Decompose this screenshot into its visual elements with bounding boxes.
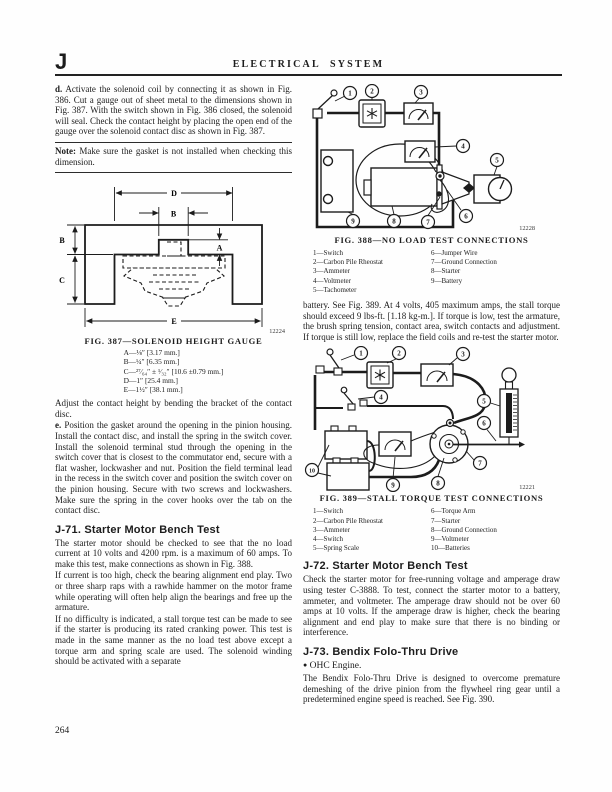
legend-item: 2—Carbon Pile Rheostat	[313, 516, 383, 525]
callout-8: 8	[392, 217, 396, 226]
j71-paragraph-3: If no difficulty is indicated, a stall torque test can be made to see if the starter is producing its rated cranking power. This test is made in the same manner as the no load test above except a torque arm and spring scale are used. The solenoid winding should be activated with a separate	[55, 613, 292, 667]
section-j72-heading: J-72. Starter Motor Bench Test	[303, 560, 468, 573]
dim-label-D: D	[171, 189, 177, 199]
figure-389-image-id: 12221	[519, 484, 535, 492]
figure-388	[303, 84, 560, 295]
callout-6: 6	[464, 212, 468, 221]
ohc-engine-label: OHC Engine.	[309, 660, 362, 671]
legend-item: 9—Battery	[431, 276, 463, 285]
callout-3: 3	[461, 350, 465, 359]
solenoid-height-gauge-drawing	[55, 177, 292, 335]
note-lead: Note:	[55, 145, 76, 156]
starter-shaft-center	[448, 443, 451, 446]
voltmeter-symbol	[379, 432, 411, 456]
figure-389	[303, 346, 560, 553]
voltmeter-symbol	[405, 141, 435, 162]
legend-item: 6—Jumper Wire	[431, 249, 478, 257]
legend-column	[313, 507, 431, 553]
page-header	[55, 44, 562, 76]
legend-column	[431, 507, 560, 553]
callout-7: 7	[478, 459, 482, 468]
ground-screw	[436, 191, 441, 196]
legend-item: 1—Switch	[313, 507, 343, 516]
callout-1: 1	[348, 89, 352, 98]
callout-2: 2	[397, 349, 401, 358]
j72-paragraph: Check the starter motor for free-running voltage and amperage draw using tester C-3888. To test, connect the starter motor to a battery, ammeter, and voltmeter. The amperage draw should not be over 60 amps at 10 volts. If the amperage draw is higher, check the bearing alignment and end play to make sure that there is no binding or interference.	[303, 574, 560, 638]
no-load-test-diagram	[303, 84, 560, 234]
legend-item: 5—Spring Scale	[313, 544, 360, 553]
terminal-stud	[438, 174, 441, 177]
dim-label-B-top: B	[170, 209, 177, 219]
bullet-icon: ●	[303, 660, 308, 669]
starter-symbol	[430, 420, 468, 464]
legend-item: 8—Ground Connection	[431, 525, 497, 534]
dim-item: A—⅛″ [3.17 mm.]	[123, 348, 180, 358]
callout-3: 3	[419, 88, 423, 97]
section-j71-heading: J-71. Starter Motor Bench Test	[55, 523, 220, 536]
dim-label-B-left: B	[59, 236, 65, 246]
callout-5: 5	[495, 156, 499, 165]
dim-item: B—¼″ [6.35 mm.]	[123, 357, 180, 367]
legend-item: 6—Torque Arm	[431, 507, 476, 516]
figure-387-dimension-list	[124, 348, 224, 394]
battery-symbol	[321, 150, 353, 212]
circuit-wires	[315, 372, 485, 477]
callout-10: 10	[309, 468, 315, 475]
figure-388-legend	[313, 249, 560, 295]
j71-paragraph-2: If current is too high, check the bearing alignment end play. Two or three sharp raps with a rawhide hammer on the motor frame while operating will often help align the bearings and free up the armature.	[55, 570, 292, 613]
legend-column	[431, 249, 560, 295]
legend-item: 10—Batteries	[431, 544, 470, 553]
paragraph-e	[55, 420, 292, 515]
callout-4: 4	[461, 142, 465, 151]
legend-item: 2—Carbon Pile Rheostat	[313, 258, 383, 267]
callout-6: 6	[482, 419, 486, 428]
page-title: ELECTRICAL SYSTEM	[232, 59, 385, 70]
callout-2: 2	[370, 87, 374, 96]
legend-item: 1—Switch	[313, 249, 343, 257]
figure-388-caption: FIG. 388—NO LOAD TEST CONNECTIONS	[334, 235, 529, 245]
left-column	[55, 84, 292, 668]
ammeter-symbol	[421, 364, 453, 386]
note-paragraph	[55, 146, 292, 167]
page-number: 264	[55, 726, 70, 736]
tachometer-symbol	[474, 175, 512, 203]
j73-paragraph: The Bendix Folo-Thru Drive is designed to overcome premature demeshing of the drive pinion from the flywheel ring gear until a predetermined engine speed is reached. See Fig. 390.	[303, 672, 560, 705]
dim-label-C: C	[59, 276, 65, 286]
dim-item: E—1½″ [38.1 mm.]	[123, 384, 183, 394]
legend-item: 7—Ground Connection	[431, 258, 497, 267]
paragraph-d	[55, 84, 292, 137]
callout-9: 9	[391, 481, 395, 490]
figure-387-image-id: 12224	[269, 328, 285, 336]
chapter-letter: J	[55, 49, 68, 74]
callout-9: 9	[351, 217, 355, 226]
right-column	[303, 84, 560, 706]
legend-item: 8—Starter	[431, 267, 461, 276]
legend-column	[313, 249, 431, 295]
callout-5: 5	[482, 397, 486, 406]
note-text: Make sure the gasket is not installed when checking this dimension.	[55, 145, 293, 167]
dim-item: D—1″ [25.4 mm.]	[123, 375, 179, 385]
legend-item: 3—Ammeter	[313, 525, 350, 534]
adjust-paragraph: Adjust the contact height by bending the bracket of the contact disc.	[55, 398, 292, 419]
gauge-outline	[85, 225, 262, 304]
figure-389-caption: FIG. 389—STALL TORQUE TEST CONNECTIONS	[319, 493, 544, 504]
ohc-engine-bullet	[303, 660, 560, 672]
spring-scale-symbol	[500, 368, 518, 445]
batteries-symbol	[325, 426, 369, 490]
ammeter-symbol	[404, 103, 433, 124]
figure-387-caption: FIG. 387—SOLENOID HEIGHT GAUGE	[84, 336, 263, 347]
dim-item: C—²⁷⁄₆₄″ ± ¹⁄₃₂″ [10.6 ±0.79 mm.]	[123, 366, 224, 376]
terminal-stud	[449, 422, 452, 425]
note-block	[55, 142, 292, 173]
callout-7: 7	[426, 218, 430, 227]
legend-item: 5—Tachometer	[313, 285, 357, 294]
rheostat-symbol	[359, 100, 385, 127]
j71-paragraph-1: The starter motor should be checked to see that the no load current at 10 volts and 4200 rpm. is a maximum of 60 amps. To make this test, make connections as shown in Fig. 388.	[55, 537, 292, 569]
legend-item: 7—Starter	[431, 516, 461, 525]
paragraph-d-lead: d.	[55, 84, 63, 94]
legend-item: 4—Switch	[313, 535, 343, 543]
battery-continuation-paragraph: battery. See Fig. 389. At 4 volts, 405 maximum amps, the stall torque should exceed 9 lbs-ft. [1.18 kg-m.]. If torque is low, test the armature, the brush spring tension, contact area, switch contacts and adjustment. If torque is still low, replace the field coils and re-test the starter motor.	[303, 300, 560, 342]
dim-label-E: E	[171, 317, 177, 327]
legend-item: 3—Ammeter	[313, 267, 350, 276]
stall-torque-test-diagram	[303, 346, 560, 492]
legend-item: 4—Voltmeter	[313, 276, 351, 285]
callout-8: 8	[436, 479, 440, 488]
figure-388-image-id: 12228	[519, 225, 535, 232]
callout-4: 4	[379, 393, 383, 402]
rheostat-symbol	[367, 362, 393, 388]
figure-387	[55, 177, 292, 394]
figure-389-legend	[313, 507, 560, 553]
paragraph-d-text: Activate the solenoid coil by connecting it as shown in Fig. 386. Cut a gauge out of sheet metal to the dimensions shown in Fig. 387. With the switch shown in Fig. 386 closed, the solenoid will seal. Check the contact height by placing the open end of the gauge over the solenoid contact disc as shown in Fig. 387.	[55, 84, 292, 137]
paragraph-e-text: Position the gasket around the opening in the pinion housing. Install the contact disc, and install the spring in the switch cover. Install the solenoid terminal stud through the opening in the switch cover that is closest to the commutator end, secure with a flat washer, lockwasher and nut. Position the field terminal lead in the recess in the switch cover and position the switch cover on the pinion housing. Secure with two screws and lockwashers. Make sure the spring in the cover hooks over the tab on the contact disc.	[55, 420, 293, 516]
section-j73-heading: J-73. Bendix Folo-Thru Drive	[303, 645, 459, 658]
paragraph-e-lead: e.	[55, 420, 62, 431]
dim-label-A: A	[216, 243, 223, 253]
callout-1: 1	[359, 349, 363, 358]
contact-disc-dashed-outline	[123, 242, 225, 306]
legend-item: 9—Voltmeter	[431, 535, 469, 543]
